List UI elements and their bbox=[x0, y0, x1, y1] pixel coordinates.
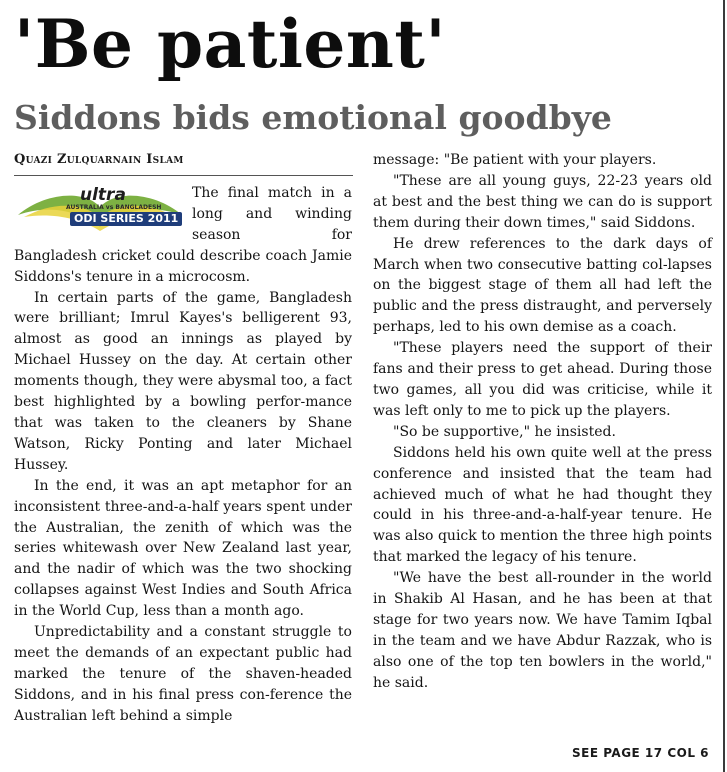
paragraph: message: "Be patient with your players. bbox=[373, 152, 657, 168]
logo-series: ODI SERIES 2011 bbox=[70, 212, 182, 226]
article-column-2 bbox=[373, 150, 712, 694]
logo-brand: ultra bbox=[80, 185, 126, 205]
paragraph: In the end, it was an apt metaphor for an inconsistent three-and-a-half years spent under the Australian, the zenith of which was the series whitewash over New Zealand last year, and the nadir of which was the two shocking collapses against West Indies and South Africa in the World Cup, less than a month ago. bbox=[14, 477, 352, 620]
paragraph: "So be supportive," he insisted. bbox=[393, 423, 616, 440]
continuation-link[interactable]: SEE PAGE 17 COL 6 bbox=[572, 746, 709, 760]
paragraph: "These are all young guys, 22-23 years old at best and the best thing we can do is support them during their down times," said Siddons. bbox=[373, 172, 712, 231]
paragraph: Siddons held his own quite well at the press conference and insisted that the team had achieved much of what he had thought they could in his three-and-a-half-year tenure. He was also quick to mention the three high points that marked the legacy of his tenure. bbox=[373, 444, 712, 566]
byline-divider bbox=[14, 175, 353, 176]
column-rule-right bbox=[723, 0, 725, 772]
paragraph: "These players need the support of their fans and their press to get ahead. During those two games, all you did was criticise, while it was left only to me to pick up the players. bbox=[373, 340, 712, 419]
byline bbox=[14, 151, 354, 169]
paragraph: The final match in a long and winding season for Bangladesh cricket could describe coach Jamie Siddons's tenure in a microcosm. bbox=[14, 185, 352, 285]
paragraph: He drew references to the dark days of March when two consecutive batting col-lapses on the biggest stage of them all had left the public and the press distraught, and perversely perhaps, led to his own demise as a coach. bbox=[373, 235, 712, 336]
paragraph: "We have the best all-rounder in the world in Shakib Al Hasan, and he has been at that stage for two years now. We have Tamim Iqbal in the team and we have Abdur Razzak, who is also one of the top ten bowlers in the world," he said. bbox=[373, 570, 712, 691]
logo-matchup: AUSTRALIA vs BANGLADESH bbox=[66, 204, 162, 211]
article-column-1 bbox=[14, 183, 352, 727]
subheadline: Siddons bids emotional goodbye bbox=[14, 98, 612, 137]
paragraph: Unpredictability and a constant struggle to meet the demands of an expectant public had marked the tenure of the shaven-headed Siddons, and in his final press con-ference the Australian left behind a simple bbox=[14, 624, 352, 724]
series-logo bbox=[14, 183, 186, 239]
headline: 'Be patient' bbox=[14, 5, 447, 83]
paragraph: In certain parts of the game, Bangladesh were brilliant; Imrul Kayes's belligerent 93, almost as good an innings as played by Michael Hussey on the day. At certain other moments though, they were abysmal too, a fact best highlighted by a bowling perfor-mance that was taken to the cleaners by Shane Watson, Ricky Ponting and later Michael Hussey. bbox=[14, 289, 352, 473]
byline-author: Quazi Zulquarnain Islam bbox=[14, 152, 184, 167]
